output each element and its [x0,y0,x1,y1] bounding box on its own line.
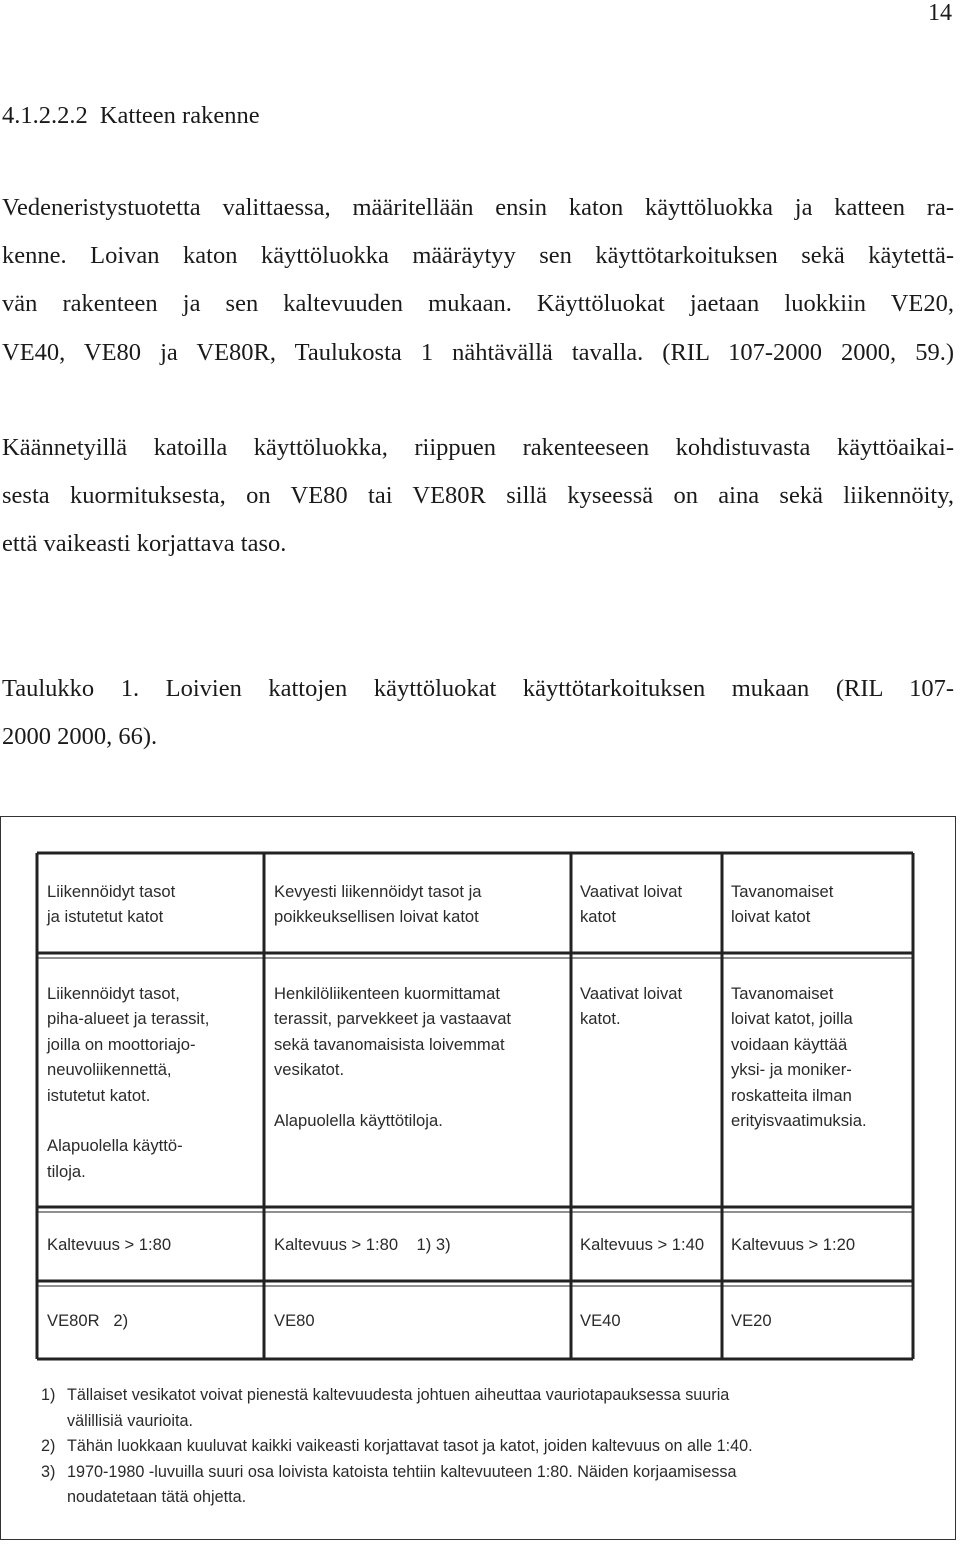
paragraph-line: sesta kuormituksesta, on VE80 tai VE80R sillä kyseessä on aina sekä liikennöity, [2,482,954,510]
cell-line: VE80 [274,1311,315,1330]
header-cell [274,879,482,930]
cell-line: loivat katot, joilla [731,1009,853,1029]
section-title: Katteen rakenne [99,102,260,129]
slope-cell [731,1232,855,1257]
description-cell [731,981,867,1133]
footnote-number: 2) [41,1437,56,1455]
footnote [41,1383,921,1434]
caption-line: Taulukko 1. Loivien kattojen käyttöluokat käyttötarkoituksen mukaan (RIL 107- [2,675,954,702]
class-cell [580,1308,621,1333]
cell-line: Alapuolella käyttötiloja. [274,1111,443,1131]
table-footnotes [41,1383,921,1511]
cell-line: Liikennöidyt tasot [47,882,176,901]
class-cell [274,1308,315,1333]
section-number: 4.1.2.2.2 [2,102,88,129]
cell-line: Tavanomaiset [731,882,834,901]
cell-line: Kevyesti liikennöidyt tasot ja [274,882,482,901]
paragraph-line: Käännetyillä katoilla käyttöluokka, riippuen rakenteeseen kohdistuvasta käyttöaikai- [2,434,954,461]
description-cell [274,981,511,1133]
slope-cell [580,1232,704,1257]
footnote-line: 1970-1980 -luvuilla suuri osa loivista katoista tehtiin kaltevuuteen 1:80. Näiden korjaamisessa [67,1462,737,1481]
slope-cell [274,1232,451,1257]
cell-line: Alapuolella käyttö- [47,1136,183,1156]
footnote-line: noudatetaan tätä ohjetta. [67,1488,247,1506]
usage-class-table-figure [0,816,956,1540]
footnote-line: Tällaiset vesikatot voivat pienestä kaltevuudesta johtuen aiheuttaa vauriotapauksessa suuria [67,1386,730,1404]
paragraph-2 [2,424,954,569]
cell-line: katot. [580,1009,621,1029]
cell-line: VE20 [731,1311,772,1330]
cell-line: Liikennöidyt tasot, [47,984,180,1003]
footnote [41,1434,921,1460]
cell-line: loivat katot [731,907,811,927]
cell-line: joilla on moottoriajo- [47,1034,196,1054]
cell-line: vesikatot. [274,1060,345,1080]
cell-line: VE40 [580,1311,621,1330]
cell-line: Kaltevuus > 1:20 [731,1235,856,1254]
cell-line: VE80R 2) [47,1311,129,1330]
cell-line: sekä tavanomaisista loivemmat [274,1034,505,1054]
paragraph-line: että vaikeasti korjattava taso. [2,530,287,558]
cell-line: yksi- ja moniker- [731,1060,852,1080]
footnote [41,1460,921,1511]
cell-line: Vaativat loivat [580,882,683,901]
footnote-number: 1) [41,1386,56,1404]
cell-line: Vaativat loivat [580,984,683,1003]
paragraph-line: kenne. Loivan katon käyttöluokka määräytyy sen käyttötarkoituksen sekä käytettä- [2,242,954,270]
cell-line: Tavanomaiset [731,984,834,1003]
class-cell [731,1308,772,1333]
paragraph-line: VE40, VE80 ja VE80R, Taulukosta 1 nähtävällä tavalla. (RIL 107-2000 2000, 59.) [2,338,954,366]
cell-line: Kaltevuus > 1:40 [580,1235,705,1254]
cell-line: tiloja. [47,1161,86,1181]
cell-line: terassit, parvekkeet ja vastaavat [274,1009,512,1029]
paragraph-1 [2,184,954,377]
header-cell [47,879,175,930]
cell-line [274,1083,511,1108]
cell-line: roskatteita ilman [731,1085,852,1105]
slope-cell [47,1232,171,1257]
page-number: 14 [928,0,952,26]
cell-line: katot [580,907,616,927]
cell-line: istutetut katot. [47,1085,151,1105]
section-heading [2,102,260,130]
footnote-number: 3) [41,1462,56,1481]
cell-line: neuvoliikennettä, [47,1060,172,1080]
header-cell [731,879,833,930]
cell-line: erityisvaatimuksia. [731,1111,867,1131]
caption-line: 2000 2000, 66). [2,723,158,751]
table-caption [2,665,954,761]
paragraph-line: vän rakenteen ja sen kaltevuuden mukaan. Käyttöluokat jaetaan luokkiin VE20, [2,290,954,318]
cell-line [47,1108,209,1133]
description-cell [47,981,209,1184]
footnote-line: välillisiä vaurioita. [67,1411,193,1430]
footnote-line: Tähän luokkaan kuuluvat kaikki vaikeasti korjattavat tasot ja katot, joiden kaltevuus on alle 1:40. [67,1437,753,1455]
cell-line: ja istutetut katot [47,907,164,927]
cell-line: Henkilöliikenteen kuormittamat [274,984,500,1003]
paragraph-line: Vedeneristystuotetta valittaessa, määritellään ensin katon käyttöluokka ja katteen ra- [2,194,954,221]
description-cell [580,981,682,1032]
header-cell [580,879,682,930]
cell-line: voidaan käyttää [731,1034,848,1054]
cell-line: piha-alueet ja terassit, [47,1009,210,1029]
cell-line: Kaltevuus > 1:80 [47,1235,172,1254]
cell-line: Kaltevuus > 1:80 1) 3) [274,1235,451,1254]
cell-line: poikkeuksellisen loivat katot [274,907,479,927]
class-cell [47,1308,128,1333]
